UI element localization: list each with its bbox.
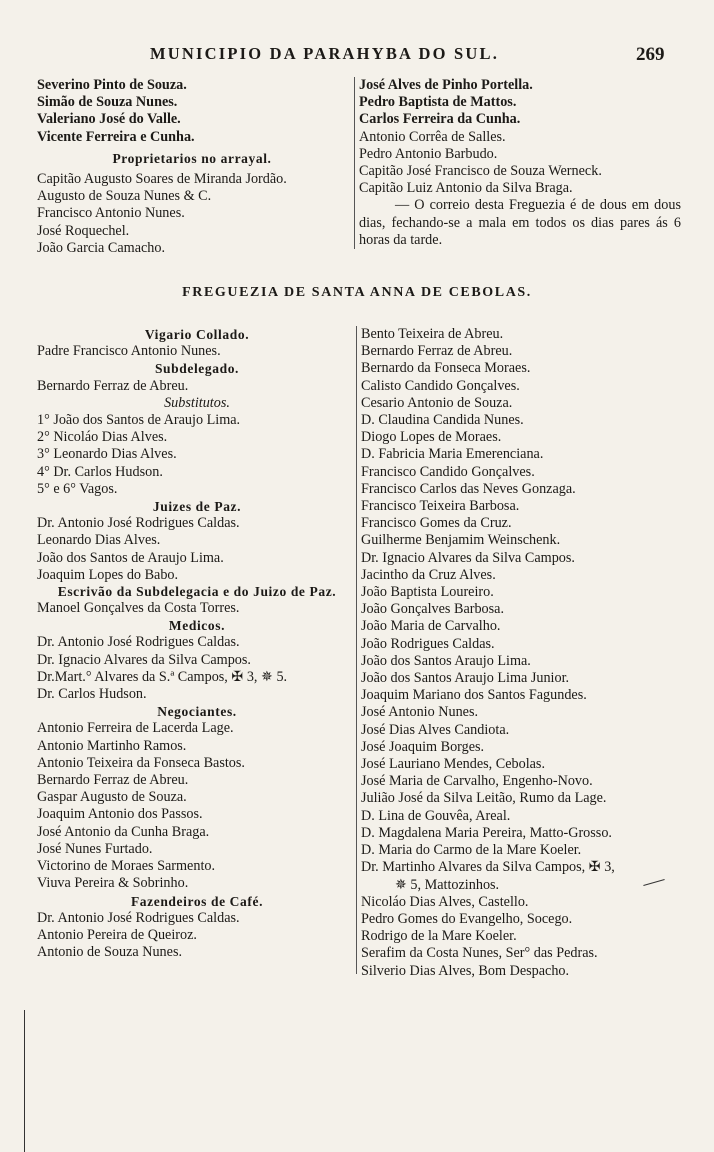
list-item: João Rodrigues Caldas. [361,635,495,652]
list-item: Dr. Antonio José Rodrigues Caldas. [37,909,240,926]
list-item: Calisto Candido Gonçalves. [361,377,520,394]
list-item: 5° e 6° Vagos. [37,480,118,497]
list-item: 4° Dr. Carlos Hudson. [37,463,163,480]
list-item: Capitão José Francisco de Souza Werneck. [359,163,602,180]
list-item: Francisco Teixeira Barbosa. [361,498,520,515]
vigario-heading: Vigario Collado. [144,327,250,342]
list-item: 1° João dos Santos de Araujo Lima. [37,412,241,429]
proprietarios-heading: Proprietarios no arrayal. [112,150,272,166]
list-item: Augusto de Souza Nunes & C. [37,188,212,205]
list-item: José Antonio Nunes. [361,704,479,721]
list-item: Dr. Antonio José Rodrigues Caldas. [37,515,240,532]
right-column [356,326,683,979]
list-item: Bernardo Ferraz de Abreu. [37,377,189,394]
subdelegado-heading: Subdelegado. [154,361,240,377]
list-item: Nicoláo Dias Alves, Castello. [361,893,529,910]
list-item: Rodrigo de la Mare Koeler. [361,928,517,945]
list-item: Carlos Ferreira da Cunha. [359,111,521,128]
list-item: João Garcia Camacho. [37,239,166,256]
list-item: 2° Nicoláo Dias Alves. [37,429,168,446]
list-item: Dr. Antonio José Rodrigues Caldas. [37,634,240,651]
section-title: FREGUEZIA DE SANTA ANNA DE CEBOLAS. [182,285,532,300]
list-item: José Lauriano Mendes, Cebolas. [361,756,546,773]
list-item: José Maria de Carvalho, Engenho-Novo. [361,773,593,790]
list-item: D. Fabricia Maria Emerenciana. [361,446,544,463]
list-item: Cesario Antonio de Souza. [361,394,513,411]
list-item: João Gonçalves Barbosa. [361,601,505,618]
list-item: Jacintho da Cruz Alves. [361,566,496,583]
list-item: Manoel Gonçalves da Costa Torres. [37,600,240,617]
list-item: Julião José da Silva Leitão, Rumo da Lage. [361,790,607,807]
list-item: Antonio Corrêa de Salles. [359,128,506,145]
list-item: João Baptista Loureiro. [361,584,494,601]
list-item: Francisco Carlos das Neves Gonzaga. [361,480,576,497]
list-item: Antonio Ferreira de Lacerda Lage. [37,720,234,737]
list-item: Leonardo Dias Alves. [37,532,161,549]
list-item: Guilherme Benjamim Weinschenk. [361,532,561,549]
list-item: Simão de Souza Nunes. [37,94,178,111]
negociantes-heading: Negociantes. [157,704,237,720]
list-item: José Dias Alves Candiota. [361,721,510,738]
list-item: 3° Leonardo Dias Alves. [37,446,177,463]
page-header [0,44,714,68]
list-item: D. Lina de Gouvêa, Areal. [361,807,511,824]
list-item: Pedro Baptista de Mattos. [359,94,517,111]
list-item: D. Magdalena Maria Pereira, Matto-Grosso. [361,824,612,841]
list-item-continuation: ✵ 5, Mattozinhos. [395,876,500,893]
list-item: José Alves de Pinho Portella. [359,77,533,93]
list-item: Serafim da Costa Nunes, Ser° das Pedras. [361,945,598,962]
list-item: Capitão Luiz Antonio da Silva Braga. [359,180,573,197]
list-item: Francisco Candido Gonçalves. [361,463,535,480]
top-right-column [354,77,681,249]
list-item: João Maria de Carvalho. [361,618,501,635]
mail-note: — O correio desta Freguezia é de dous em dous dias, fechando-se a mala em todos os dias pares ás 6 horas da tarde. [359,197,681,248]
list-item: Pedro Antonio Barbudo. [359,145,498,162]
margin-rule [24,1010,25,1152]
list-item: Victorino de Moraes Sarmento. [37,858,216,875]
list-item: João dos Santos Araujo Lima. [361,652,531,669]
list-item: Francisco Antonio Nunes. [37,205,185,222]
escrivao-heading: Escrivão da Subdelegacia e do Juizo de Paz. [57,584,337,600]
list-item: Bento Teixeira de Abreu. [361,326,504,342]
list-item: José Nunes Furtado. [37,840,153,857]
list-item: Joaquim Lopes do Babo. [37,566,179,583]
list-item: Bernardo Ferraz de Abreu. [361,343,513,360]
list-item: Capitão Augusto Soares de Miranda Jordão. [37,171,287,188]
list-item: Antonio Teixeira da Fonseca Bastos. [37,754,245,771]
list-item: Valeriano José do Valle. [37,111,181,128]
list-item: José Antonio da Cunha Braga. [37,823,210,840]
list-item: Gaspar Augusto de Souza. [37,789,187,806]
left-column [37,326,357,961]
top-left-column [37,77,347,257]
list-item: Silverio Dias Alves, Bom Despacho. [361,962,570,979]
fazendeiros-heading: Fazendeiros de Café. [130,893,264,909]
list-item: Severino Pinto de Souza. [37,77,187,93]
list-item: Francisco Gomes da Cruz. [361,515,512,532]
list-item: Antonio Pereira de Queiroz. [37,926,197,943]
list-item: Joaquim Mariano dos Santos Fagundes. [361,687,587,704]
list-item: Dr. Ignacio Alvares da Silva Campos. [361,549,575,566]
list-item: José Joaquim Borges. [361,738,485,755]
list-item: Dr. Ignacio Alvares da Silva Campos. [37,651,251,668]
list-item: Vicente Ferreira e Cunha. [37,128,195,145]
list-item: Dr. Carlos Hudson. [37,686,147,703]
medicos-heading: Medicos. [168,618,226,634]
list-item: João dos Santos Araujo Lima Junior. [361,670,570,687]
list-item: Diogo Lopes de Moraes. [361,429,502,446]
list-item: Bernardo da Fonseca Moraes. [361,360,531,377]
page-number: 269 [636,44,665,65]
list-item: Dr. Martinho Alvares da Silva Campos, ✠ 3, [361,859,615,876]
list-item: Pedro Gomes do Evangelho, Socego. [361,910,573,927]
list-item: Dr.Mart.° Alvares da S.ª Campos, ✠ 3, ✵ 5. [37,668,288,685]
substitutos-heading: Substitutos. [164,394,230,411]
list-item: João dos Santos de Araujo Lima. [37,549,224,566]
list-item: Padre Francisco Antonio Nunes. [37,343,221,360]
list-item: D. Claudina Candida Nunes. [361,412,524,429]
list-item: Antonio de Souza Nunes. [37,944,183,961]
juizes-heading: Juizes de Paz. [152,499,242,515]
list-item: José Roquechel. [37,222,130,239]
list-item: Viuva Pereira & Sobrinho. [37,875,189,892]
list-item: D. Maria do Carmo de la Mare Koeler. [361,842,582,859]
list-item: Bernardo Ferraz de Abreu. [37,772,189,789]
list-item: Joaquim Antonio dos Passos. [37,806,203,823]
list-item: Antonio Martinho Ramos. [37,737,187,754]
running-title: MUNICIPIO DA PARAHYBA DO SUL. [150,44,500,63]
